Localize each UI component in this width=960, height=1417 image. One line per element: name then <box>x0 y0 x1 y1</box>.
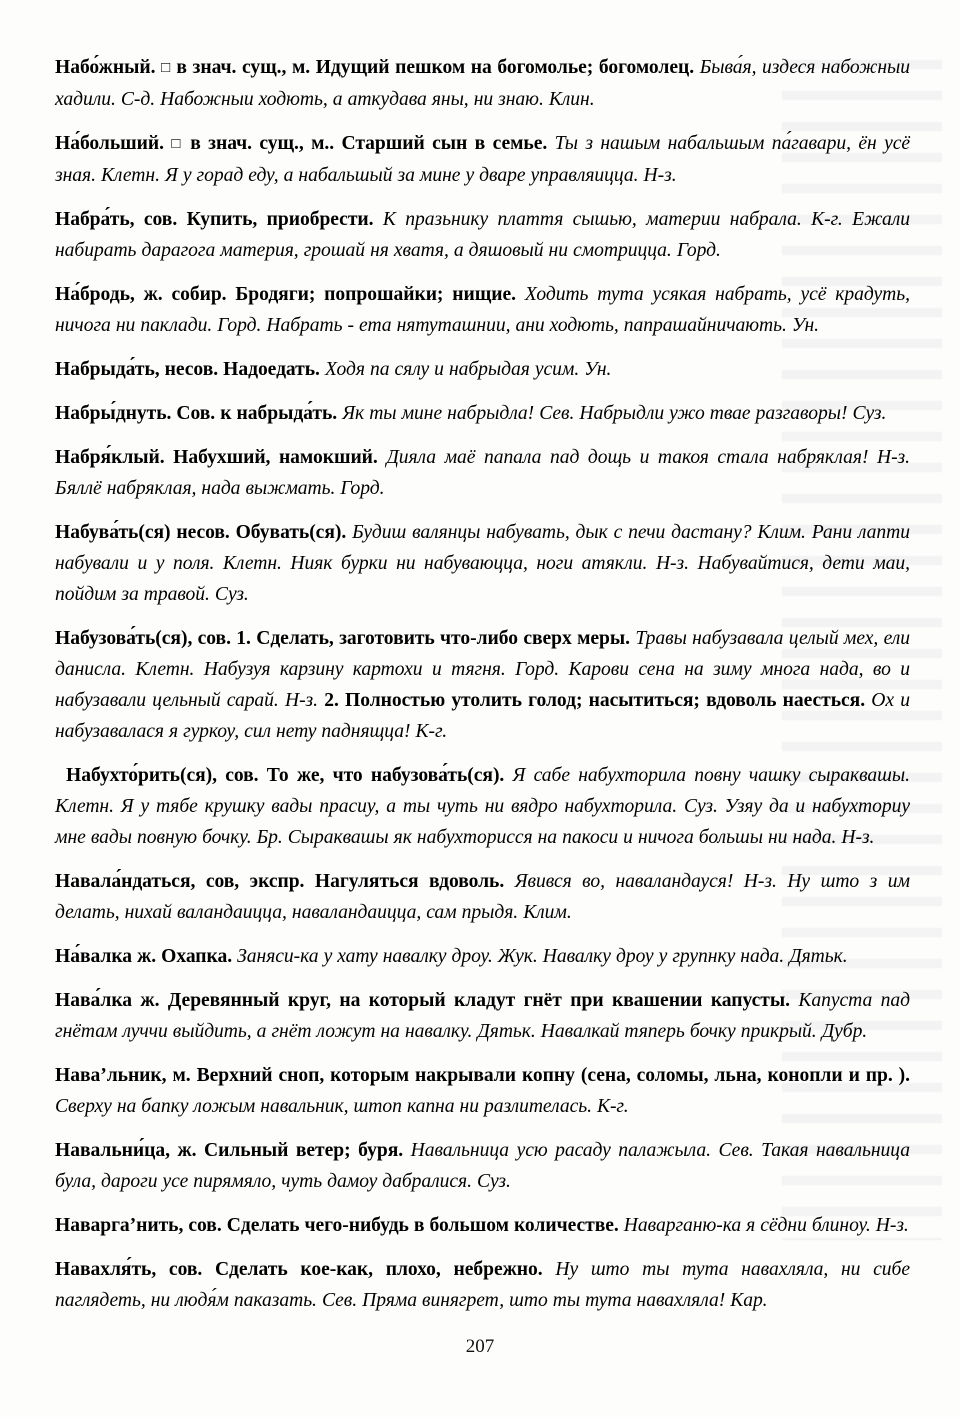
entry-examples: Быва́я, издеся набожныи хадили. С-д. Набожныи ходють, а аткудава яны, ни знаю. Клин. <box>55 57 910 110</box>
entry-examples: Ты з нашым набальшым па́гавари, ён усё зная. Клетн. Я у горад еду, а набальшый за мине у дваре управляицца. Н-з. <box>55 133 911 186</box>
entry-headword: Навальни́ца, ж. <box>55 1140 197 1161</box>
dictionary-entry <box>55 1210 910 1241</box>
entry-examples: Я сабе набухторила повну чашку сыраквашы. Клетн. Я у тябе крушку вады прасиу, а ты чуть ни вядро набухторила. Суз. Узяу да и набухториу мне вады повную бочку. Бр. Сыраквашы як набухторисся на пакоси и ничога большы ни нада. Н-з. <box>55 765 910 848</box>
entry-examples: Будиш валянцы набувать, дык с печи дастану? Клим. Рани лапти набували и у поля. Клетн. Нияк бурки ни набуваюцца, ноги атякли. Н-з. Набувайтися, дети маи, пойдим за травой. Суз. <box>55 522 910 605</box>
entry-headword: Набузова́ть(ся), сов. <box>55 628 231 649</box>
dictionary-entry <box>55 866 910 928</box>
entry-examples: Ходя па сялу и набрыдая усим. Ун. <box>324 359 612 380</box>
entry-definition: Бродяги; попрошайки; нищие. <box>235 284 516 305</box>
dictionary-entry <box>55 517 910 610</box>
entry-definition: Сделать кое-как, плохо, небрежно. <box>214 1259 543 1280</box>
entry-headword: Набо́жный. <box>55 57 156 78</box>
entry-examples: Дияла маё папала пад дощь и такоя стала набряклая! Н-з. Бяллё набряклая, нада выжмать. Горд. <box>55 447 910 499</box>
dictionary-entry <box>55 1254 910 1316</box>
entry-examples: К празьнику плаття сышью, материи набрала. К-г. Ежали набирать дарагога материя, грошай ня хватя, а дяшовый ни смотрицца. Горд. <box>55 209 910 261</box>
entry-examples: Травы набузавала целый мех, ели данисла. Клетн. Набузуя карзину картохи и тягня. Горд. Карови сена на зиму многа нада, во и набузавали цельный сарай. Н-з. <box>55 628 911 711</box>
entry-headword: На́больший. <box>55 133 164 154</box>
dictionary-entry <box>55 985 910 1047</box>
entry-examples: Як ты мине набрыдла! Сев. Набрыдли ужо твае разгаворы! Суз. <box>342 403 887 424</box>
entry-grammar: в знач. сущ., м.. <box>190 133 342 154</box>
dictionary-entry <box>55 128 910 191</box>
dictionary-entry <box>55 760 910 853</box>
entry-headword: Наварга’нить, сов. <box>55 1215 222 1236</box>
entry-examples: Явився во, наваландауся! Н-з. Ну што з им делать, нихай валандаицца, наваландаицца, сам прыдя. Клим. <box>55 871 910 923</box>
entry-examples: Заняси-ка у хату навалку дроу. Жук. Навалку дроу у групнку нада. Дятьк. <box>237 946 848 967</box>
entry-definition: Сделать, заготовить что-либо сверх меры. <box>256 628 630 649</box>
entry-headword: На́валка ж. <box>55 946 157 967</box>
entry-headword: Навала́ндаться, сов, экспр. <box>55 871 305 892</box>
dictionary-entry <box>55 279 910 341</box>
square-marker-icon: □ <box>171 136 183 152</box>
dictionary-entry <box>55 623 910 747</box>
entry-examples: Ох и набузавалася я гуркоу, сил нету паднящца! К-г. <box>55 690 910 742</box>
entry-headword: Набува́ть(ся) несов. <box>55 522 230 543</box>
entry-headword: На́бродь, ж. собир. <box>55 284 227 305</box>
entry-definition: Охапка. <box>161 946 233 967</box>
entry-examples: Наварганю-ка я сёдни блиноу. Н-з. <box>623 1215 909 1236</box>
entry-examples: Капуста пад гнётам луччи выйдить, а гнёт ложут на навалку. Дятьк. Навалкай тяперь бочку прикрый. Дубр. <box>55 990 910 1042</box>
entry-headword: Набрыда́ть, несов. <box>55 359 219 380</box>
entry-headword: Набухто́рить(ся), сов. <box>66 765 259 786</box>
dictionary-entry <box>55 442 910 504</box>
entry-examples: Навальница усю расаду палажыла. Сев. Такая навальница була, дароги усе пирямяло, чуть дамоу дабралися. Суз. <box>55 1140 910 1192</box>
entry-definition: То же, что набузова́ть(ся). <box>266 765 505 786</box>
sense-number: 2. <box>324 690 339 711</box>
dictionary-entry <box>55 398 910 429</box>
entry-definition: Сильный ветер; буря. <box>204 1140 404 1161</box>
entry-headword: Набря́клый. <box>55 447 165 468</box>
entry-definition: Надоедать. <box>223 359 320 380</box>
entry-examples: Сверху на бапку ложым навальник, штоп капна ни разлителась. К-г. <box>55 1096 629 1117</box>
entry-definition: Полностью утолить голод; насытиться; вдоволь наесться. <box>345 690 866 711</box>
dictionary-entry <box>55 204 910 266</box>
sense-number: 1. <box>236 628 251 649</box>
entry-examples: Ходить тута усякая набрать, усё крадуть, ничога ни паклади. Горд. Набрать - ета нятуташнии, ани ходють, папрашайничають. Ун. <box>55 284 910 336</box>
dictionary-entry <box>55 1060 910 1122</box>
entry-headword: Навахля́ть, сов. <box>55 1259 203 1280</box>
entry-definition: Сделать чего-нибудь в большом количестве. <box>226 1215 619 1236</box>
entry-definition: Верхний сноп, которым накрывали копну (сена, соломы, льна, конопли и пр. ). <box>196 1065 910 1086</box>
entry-definition: Нагуляться вдоволь. <box>314 871 505 892</box>
square-marker-icon: □ <box>161 60 171 76</box>
entry-headword: Набры́днуть. Сов. к набрыда́ть. <box>55 403 338 424</box>
dictionary-entry <box>55 941 910 972</box>
entry-definition: Идущий пешком на богомолье; богомолец. <box>315 57 695 78</box>
dictionary-entry <box>55 52 910 115</box>
entry-headword: Нава́лка ж. <box>55 990 160 1011</box>
entries-column <box>55 52 910 1316</box>
dictionary-entry <box>55 1135 910 1197</box>
entry-definition: Деревянный круг, на который кладут гнёт при квашении капусты. <box>167 990 790 1011</box>
entry-definition: Старший сын в семье. <box>341 133 548 154</box>
entry-grammar: в знач. сущ., м. <box>176 57 316 78</box>
page-number: 207 <box>465 1336 495 1357</box>
entry-headword: Набра́ть, сов. <box>55 209 178 230</box>
entry-examples: Ну што ты тута навахляла, ни сибе паглядеть, ни людя́м паказать. Сев. Пряма винягрет, што ты тута навахляла! Кар. <box>55 1259 910 1311</box>
entry-definition: Набухший, намокший. <box>173 447 378 468</box>
dictionary-entry <box>55 354 910 385</box>
entry-headword: Нава’льник, м. <box>55 1065 191 1086</box>
entry-definition: Обувать(ся). <box>235 522 347 543</box>
entry-definition: Купить, приобрести. <box>186 209 374 230</box>
